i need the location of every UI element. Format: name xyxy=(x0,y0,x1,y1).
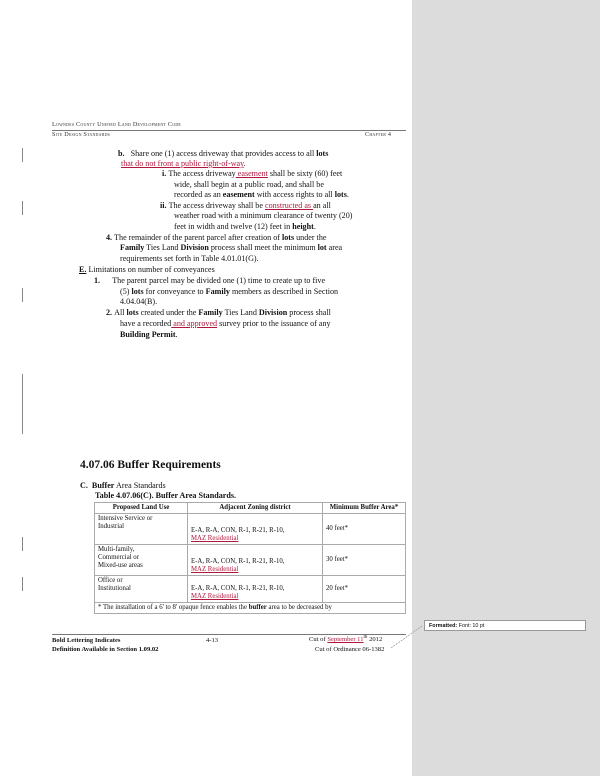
text: process shall meet the minimum xyxy=(208,243,318,252)
change-bar xyxy=(22,577,23,591)
text: The access driveway shall be xyxy=(168,201,265,210)
buffer-cell: 20 feet* xyxy=(323,576,406,603)
defined-term: Building Permit xyxy=(120,330,176,339)
text: Industrial xyxy=(98,523,125,530)
table-header-row xyxy=(95,503,406,514)
text: survey prior to the issuance of any xyxy=(217,319,331,328)
list-label: 4. xyxy=(106,233,113,242)
text: Share one (1) access driveway that provides access to all xyxy=(130,149,317,158)
superscript: th xyxy=(363,635,368,640)
item-i-line1 xyxy=(162,169,342,179)
text: process shall xyxy=(287,308,331,317)
text: E-A, R-A, CON, R-1, R-21, R-10, xyxy=(191,585,285,592)
text: shall be sixty (60) feet xyxy=(267,169,343,178)
defined-term: Buffer xyxy=(91,481,115,490)
text: Mixed-use areas xyxy=(98,562,143,569)
running-header-section: Site Design Standards xyxy=(52,131,111,138)
text: feet in width and twelve (12) feet in xyxy=(174,222,293,231)
change-bar xyxy=(22,374,23,434)
item-e xyxy=(79,265,215,275)
item-i-line3 xyxy=(174,190,349,200)
text: E-A, R-A, CON, R-1, R-21, R-10, xyxy=(191,527,285,534)
zoning-cell xyxy=(188,514,323,545)
defined-term: Division xyxy=(180,243,209,252)
defined-term: easement xyxy=(222,190,255,199)
text: recorded as an xyxy=(174,190,223,199)
land-use-cell xyxy=(95,576,188,603)
page-number: 4-13 xyxy=(206,637,219,644)
text: area to be decreased by xyxy=(266,604,332,611)
list-label: i. xyxy=(162,169,167,178)
inserted-text: September 11 xyxy=(327,636,364,644)
list-label: b. xyxy=(118,149,125,158)
footer-left-line2: Definition Available in Section 1.09.02 xyxy=(52,646,159,653)
comment-label: Formatted: xyxy=(429,623,458,629)
change-bar xyxy=(22,288,23,302)
markup-margin xyxy=(412,0,600,776)
text: members as described in Section xyxy=(229,287,339,296)
text: Ties Land xyxy=(222,308,259,317)
text: * The installation of a 6' to 8' opaque fence enables the xyxy=(98,604,249,611)
defined-term: lots xyxy=(334,190,347,199)
item-ii-line2: weather road with a minimum clearance of twenty (20) xyxy=(174,211,353,220)
list-label: ii. xyxy=(160,201,167,210)
defined-term: lots xyxy=(281,233,295,242)
text: . xyxy=(243,159,246,168)
inserted-text: MAZ Residential xyxy=(191,566,239,573)
text: (5) xyxy=(120,287,132,296)
text: E-A, R-A, CON, R-1, R-21, R-10, xyxy=(191,558,285,565)
text: 2012 xyxy=(367,636,383,644)
running-header-chapter: Chapter 4 xyxy=(365,131,392,138)
text: Cut of xyxy=(309,636,328,644)
defined-term: lot xyxy=(317,243,327,252)
comment-text: Font: 10 pt xyxy=(457,623,485,629)
item-4-line3: requirements set forth in Table 4.01.01(G). xyxy=(120,254,259,263)
text: area xyxy=(326,243,343,252)
defined-term: Family xyxy=(120,243,145,252)
text: with access rights to all xyxy=(254,190,335,199)
change-bar xyxy=(22,537,23,551)
list-label: C. xyxy=(80,481,88,490)
defined-term: lots xyxy=(126,308,139,317)
text: All xyxy=(114,308,127,317)
inserted-text: constructed as xyxy=(264,201,314,210)
item-e1-line3: 4.04.04(B). xyxy=(120,297,158,306)
text: Institutional xyxy=(98,585,131,592)
table-row xyxy=(95,576,406,603)
item-4-line1 xyxy=(106,233,326,243)
inserted-text: easement xyxy=(235,169,268,178)
text: . xyxy=(313,222,316,231)
table-caption: Table 4.07.06(C). Buffer Area Standards. xyxy=(95,491,237,500)
defined-term: Family xyxy=(205,287,230,296)
change-bar xyxy=(22,148,23,162)
text: Limitations on number of conveyances xyxy=(88,265,215,274)
change-bar xyxy=(22,201,23,215)
item-c xyxy=(80,481,166,491)
formatting-comment-balloon[interactable] xyxy=(424,620,586,631)
text: under the xyxy=(294,233,327,242)
table-row xyxy=(95,545,406,576)
zoning-cell xyxy=(188,576,323,603)
item-e2-line1 xyxy=(106,308,331,318)
text: Ties Land xyxy=(144,243,181,252)
item-e2-line2 xyxy=(120,319,331,329)
text: created under the xyxy=(138,308,199,317)
buffer-cell: 30 feet* xyxy=(323,545,406,576)
header-cell: Proposed Land Use xyxy=(95,503,188,514)
table-row xyxy=(95,514,406,545)
item-b-line2 xyxy=(121,159,246,169)
zoning-cell xyxy=(188,545,323,576)
inserted-text: and approved xyxy=(171,319,218,328)
running-header-title: Lowndes County Unified Land Development Code xyxy=(52,121,182,128)
buffer-table xyxy=(94,502,406,614)
footer-right-line1 xyxy=(309,635,382,643)
inserted-text: MAZ Residential xyxy=(191,593,239,600)
inserted-text: that do not front a public right-of-way xyxy=(121,159,244,168)
footer-right-line2: Cut of Ordinance 06-1382 xyxy=(315,646,385,653)
text: for conveyance to xyxy=(143,287,206,296)
text: The access driveway xyxy=(168,169,236,178)
table-note xyxy=(95,603,406,614)
list-label: 2. xyxy=(106,308,113,317)
inserted-text: MAZ Residential xyxy=(191,535,239,542)
text: The remainder of the parent parcel after creation of xyxy=(114,233,282,242)
text: . xyxy=(175,330,178,339)
item-i-line2: wide, shall begin at a public road, and shall be xyxy=(174,180,324,189)
defined-term: buffer xyxy=(248,604,267,611)
item-e1-line1 xyxy=(94,276,325,286)
text: . xyxy=(346,190,349,199)
defined-term: Family xyxy=(198,308,223,317)
text: The parent parcel may be divided one (1) time to create up to five xyxy=(112,276,326,285)
land-use-cell xyxy=(95,545,188,576)
defined-term: height xyxy=(292,222,314,231)
text: Commercial or xyxy=(98,554,139,561)
item-e1-line2 xyxy=(120,287,338,297)
item-e2-line3 xyxy=(120,330,178,340)
text: Intensive Service or xyxy=(98,515,153,522)
text: Area Standards xyxy=(114,481,166,490)
list-label: E. xyxy=(79,265,87,274)
list-label: 1. xyxy=(94,276,101,285)
header-cell: Minimum Buffer Area* xyxy=(323,503,406,514)
land-use-cell xyxy=(95,514,188,545)
table-note-row xyxy=(95,603,406,614)
item-ii-line1 xyxy=(160,201,331,211)
defined-term: Division xyxy=(258,308,288,317)
text: have a recorded xyxy=(120,319,172,328)
section-heading: 4.07.06 Buffer Requirements xyxy=(80,459,221,471)
text: Office or xyxy=(98,577,123,584)
buffer-cell: 40 feet* xyxy=(323,514,406,545)
defined-term: lots xyxy=(316,149,329,158)
footer-left-line1: Bold Lettering Indicates xyxy=(52,637,121,644)
item-4-line2 xyxy=(120,243,342,253)
text: Multi-family, xyxy=(98,546,135,553)
text: an all xyxy=(313,201,331,210)
header-cell: Adjacent Zoning district xyxy=(188,503,323,514)
item-ii-line3 xyxy=(174,222,316,232)
item-b-line1 xyxy=(118,149,328,159)
defined-term: lots xyxy=(131,287,144,296)
